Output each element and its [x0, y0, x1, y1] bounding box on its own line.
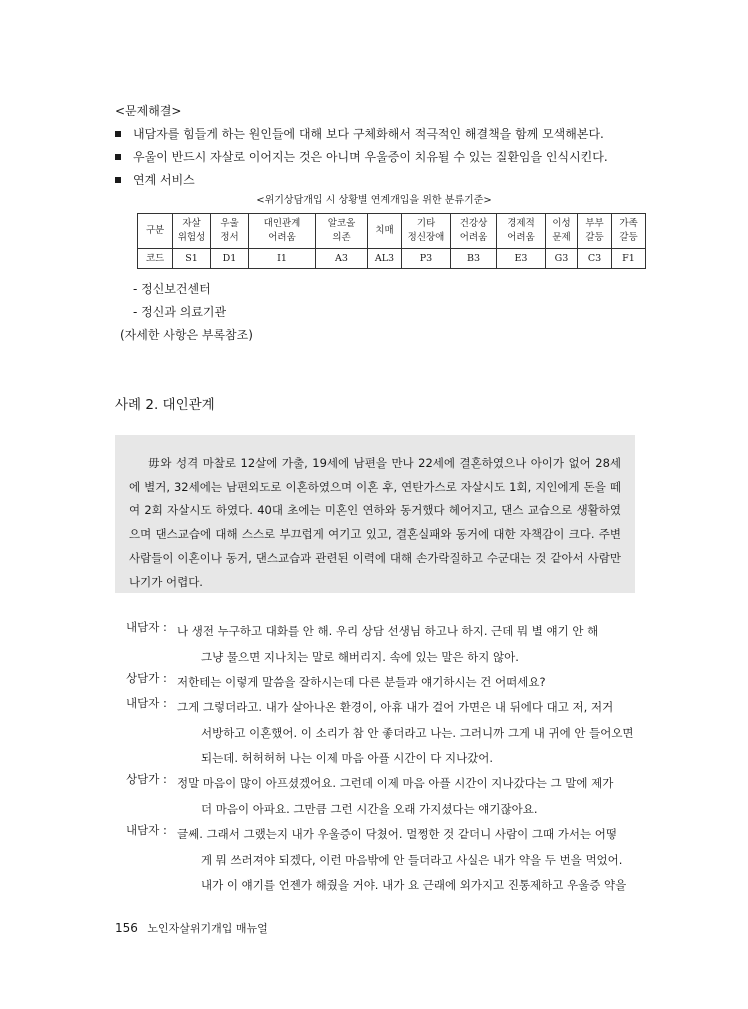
- table-cell: A3: [316, 249, 368, 269]
- table-cell: B3: [451, 249, 497, 269]
- case-summary-box: [115, 435, 635, 593]
- table-cell: D1: [211, 249, 249, 269]
- utterance: 나 생전 누구하고 대화를 안 해. 우리 상담 선생님 하고나 하지. 근데 뭐 별 얘기 안 해 그냥 물으면 지나치는 말로 해버리지. 속에 있는 말은 하지 않아.: [177, 624, 599, 664]
- table-cell: E3: [497, 249, 546, 269]
- sub-item: - 정신보건센터: [133, 282, 211, 296]
- speaker-label: 내담자 :: [126, 620, 167, 634]
- page-number: 156: [115, 921, 138, 935]
- table-header-cell: 기타 정신장애: [402, 214, 451, 249]
- page-footer: [115, 920, 268, 936]
- case-title: 사례 2. 대인관계: [115, 397, 215, 413]
- table-header-cell: 경제적 어려움: [497, 214, 546, 249]
- utterance: 저한테는 이렇게 말씀을 잘하시는데 다른 분들과 얘기하시는 건 어떠세요?: [177, 675, 546, 689]
- classification-table: [137, 213, 646, 269]
- table-cell: C3: [578, 249, 612, 269]
- square-bullet-icon: [115, 131, 121, 137]
- table-header-cell: 우울 정서: [211, 214, 249, 249]
- table-header-cell: 대인관계 어려움: [249, 214, 316, 249]
- table-header-cell: 구분: [138, 214, 173, 249]
- speaker-label: 내담자 :: [126, 823, 167, 837]
- bullet-item: 우울이 반드시 자살로 이어지는 것은 아니며 우울증이 치유될 수 있는 질환임을 인식시킨다.: [115, 148, 608, 165]
- utterance: 글쎄. 그래서 그랬는지 내가 우울증이 닥쳤어. 멀쩡한 것 같더니 사람이 그때 가서는 어떻 게 뭐 쓰러져야 되겠다, 이런 마음밖에 안 들더라고 사실은 내가 약을 두 번을 먹었어. 내가 이 얘기를 언젠가 해줬을 거야. 내가 요 근래에 외가지고 진통제하고 우울증 약을: [177, 827, 627, 892]
- table-cell: S1: [173, 249, 211, 269]
- table-cell: F1: [612, 249, 646, 269]
- table-cell: P3: [402, 249, 451, 269]
- square-bullet-icon: [115, 154, 121, 160]
- table-caption: <위기상담개입 시 상황별 연계개입을 위한 분류기준>: [256, 195, 492, 206]
- table-cell: I1: [249, 249, 316, 269]
- table-header-cell: 건강상 어려움: [451, 214, 497, 249]
- table-cell: AL3: [368, 249, 402, 269]
- table-header-cell: 알코올 의존: [316, 214, 368, 249]
- reference-note: (자세한 사항은 부록참조): [120, 328, 253, 342]
- bullet-item: 연계 서비스: [115, 171, 195, 188]
- table-header-cell: 자살 위험성: [173, 214, 211, 249]
- section-heading: <문제해결>: [115, 104, 182, 118]
- table-header-cell: 이성 문제: [546, 214, 578, 249]
- table-header-cell: 부부 갈등: [578, 214, 612, 249]
- utterance: 정말 마음이 많이 아프셨겠어요. 그런데 이제 마음 아플 시간이 지나갔다는 그 말에 제가 더 마음이 아파요. 그만큼 그런 시간을 오래 가지셨다는 얘기잖아요.: [177, 776, 614, 816]
- table-code-row: [138, 249, 646, 269]
- footer-title: 노인자살위기개입 매뉴얼: [147, 922, 268, 935]
- case-summary-text: 毋와 성격 마찰로 12살에 가출, 19세에 남편을 만나 22세에 결혼하였으나 아이가 없어 28세에 별거, 32세에는 남편외도로 이혼하였으며 이혼 후, 연탄가스로 자살시도 1회, 지인에게 돈을 떼여 2회 자살시도 하였다. 40대 초에는 미혼인 연하와 동거했다 헤어지고, 댄스 교습으로 생활하였으며 댄스교습에 대해 스스로 부끄럽게 여기고 있고, 결혼실패와 동거에 대한 자책감이 크다. 주변 사람들이 이혼이나 동거, 댄스교습과 관련된 이력에 대해 손가락질하고 수군대는 것 같아서 사람만나기가 어렵다.: [129, 456, 621, 589]
- sub-item: - 정신과 의료기관: [133, 305, 227, 319]
- speaker-label: 상담가 :: [126, 772, 167, 786]
- table-cell: 코드: [138, 249, 173, 269]
- table-header-row: [138, 214, 646, 249]
- square-bullet-icon: [115, 177, 121, 183]
- bullet-item: 내담자를 힘들게 하는 원인들에 대해 보다 구체화해서 적극적인 해결책을 함께 모색해본다.: [115, 125, 604, 142]
- utterance: 그게 그렇더라고. 내가 살아나온 환경이, 아휴 내가 걸어 가면은 내 뒤에다 대고 저, 저거 서방하고 이혼했어. 이 소리가 참 안 좋더라고 나는. 그러니까 그게 내 귀에 안 들어오면 되는데. 허허허허 나는 이제 마음 아플 시간이 다 지나갔어.: [177, 700, 634, 765]
- speaker-label: 상담가 :: [126, 671, 167, 685]
- table-cell: G3: [546, 249, 578, 269]
- table-header-cell: 치매: [368, 214, 402, 249]
- speaker-label: 내담자 :: [126, 696, 167, 710]
- table-header-cell: 가족 갈등: [612, 214, 646, 249]
